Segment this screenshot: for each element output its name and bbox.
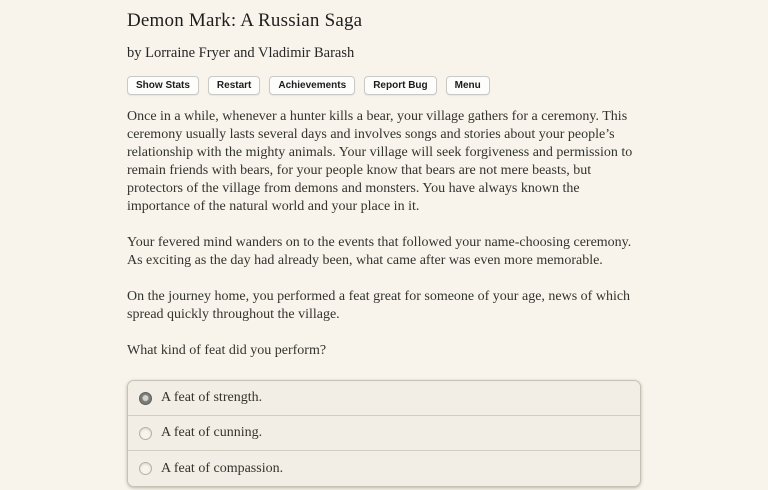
byline: by Lorraine Fryer and Vladimir Barash [127,45,355,61]
story-question: What kind of feat did you perform? [127,343,327,358]
radio-icon[interactable] [139,392,152,405]
radio-icon[interactable] [139,462,152,475]
choice-option-label: A feat of compassion. [161,460,284,476]
choice-option-label: A feat of strength. [161,390,263,405]
choice-list [127,380,641,487]
achievements-button[interactable]: Achievements [269,76,355,95]
radio-icon[interactable] [139,427,152,440]
show-stats-button[interactable]: Show Stats [127,76,199,95]
story-text [127,108,641,360]
choice-option-label: A feat of cunning. [161,425,263,440]
toolbar [127,76,641,95]
choice-option-cunning[interactable] [128,416,640,451]
choice-option-strength[interactable] [128,381,640,416]
choice-option-compassion[interactable] [128,451,640,486]
story-page [127,10,641,487]
story-paragraph: Your fevered mind wanders on to the events that followed your name-choosing ceremony. As exciting as the day had already been, what came after was even more memorable. [127,235,632,268]
report-bug-button[interactable]: Report Bug [364,76,436,95]
story-paragraph: Once in a while, whenever a hunter kills a bear, your village gathers for a ceremony. This ceremony usually lasts several days and involves songs and stories about your people’s relationship with the mighty animals. Your village will seek forgiveness and permission to remain friends with bears, for your people know that bears are not mere beasts, but protectors of the village from demons and monsters. You have always known the importance of the natural world and your place in it. [127,109,633,214]
restart-button[interactable]: Restart [208,76,260,95]
story-paragraph: On the journey home, you performed a feat great for someone of your age, news of which spread quickly throughout the village. [127,289,631,322]
menu-button[interactable]: Menu [446,76,490,95]
page-title: Demon Mark: A Russian Saga [127,10,363,31]
